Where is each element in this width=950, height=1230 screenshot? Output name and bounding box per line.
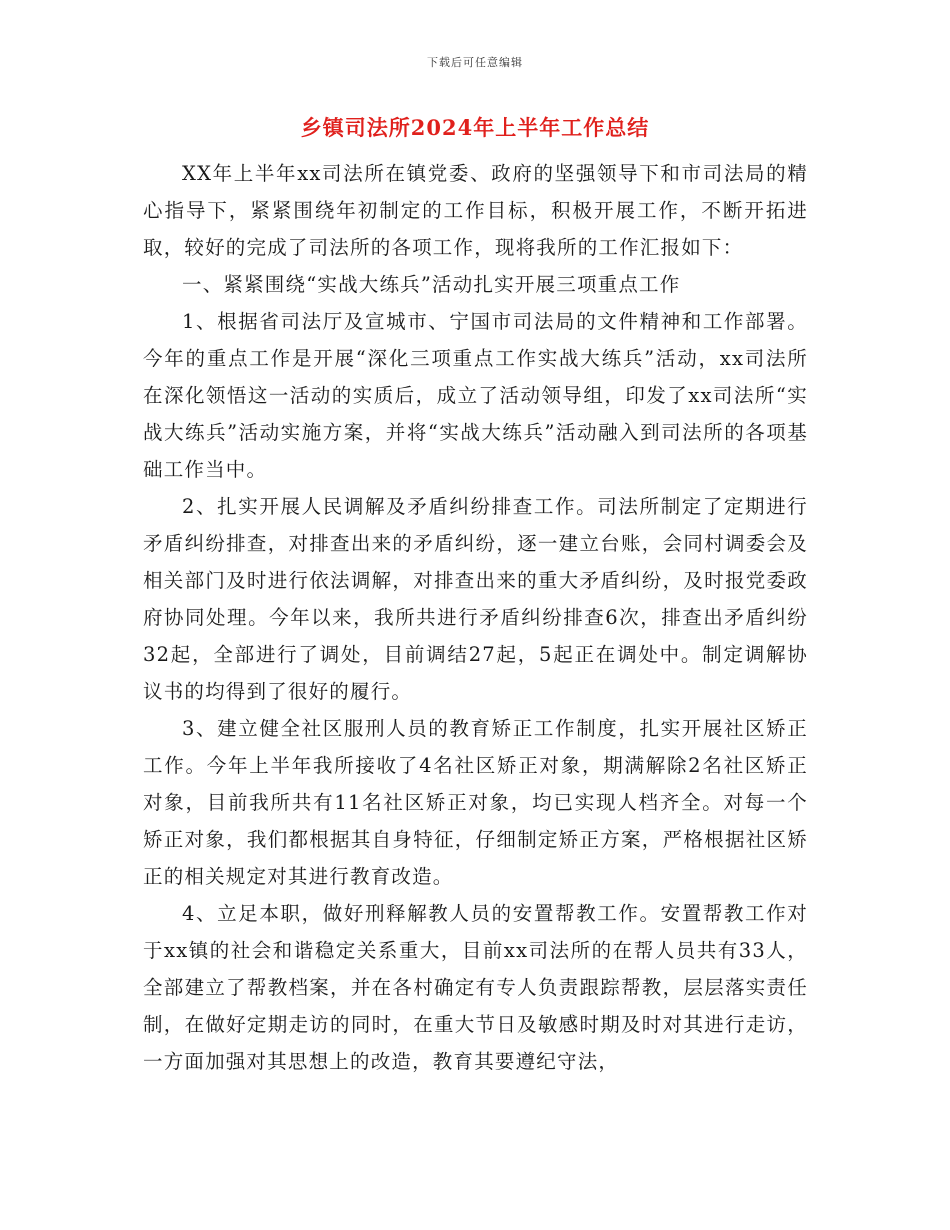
paragraph-item-2: 2、扎实开展人民调解及矛盾纠纷排查工作。司法所制定了定期进行矛盾纠纷排查，对排查出来的矛盾纠纷，逐一建立台账，会同村调委会及相关部门及时进行依法调解，对排查出来的重大矛盾纠纷，及时报党委政府协同处理。今年以来，我所共进行矛盾纠纷排查6次，排查出矛盾纠纷32起，全部进行了调处，目前调结27起，5起正在调处中。制定调解协议书的均得到了很好的履行。 bbox=[143, 495, 808, 703]
paragraph-item-4: 4、立足本职，做好刑释解教人员的安置帮教工作。安置帮教工作对于xx镇的社会和谐稳定关系重大，目前xx司法所的在帮人员共有33人，全部建立了帮教档案，并在各村确定有专人负责跟踪帮教，层层落实责任制，在做好定期走访的同时，在重大节日及敏感时期及时对其进行走访，一方面加强对其思想上的改造，教育其要遵纪守法， bbox=[143, 902, 808, 1073]
header-note: 下载后可任意编辑 bbox=[427, 56, 523, 69]
paragraph-item-3: 3、建立健全社区服刑人员的教育矫正工作制度，扎实开展社区矫正工作。今年上半年我所接收了4名社区矫正对象，期满解除2名社区矫正对象，目前我所共有11名社区矫正对象，均已实现人档齐全。对每一个矫正对象，我们都根据其自身特征，仔细制定矫正方案，严格根据社区矫正的相关规定对其进行教育改造。 bbox=[143, 717, 808, 888]
document-title: 乡镇司法所2024年上半年工作总结 bbox=[300, 115, 650, 140]
document-body bbox=[143, 155, 808, 1080]
section-heading-1: 一、紧紧围绕“实战大练兵”活动扎实开展三项重点工作 bbox=[182, 273, 681, 296]
paragraph-item-1: 1、根据省司法厅及宣城市、宁国市司法局的文件精神和工作部署。今年的重点工作是开展“深化三项重点工作实战大练兵”活动，xx司法所在深化领悟这一活动的实质后，成立了活动领导组，印发了xx司法所“实战大练兵”活动实施方案，并将“实战大练兵”活动融入到司法所的各项基础工作当中。 bbox=[143, 310, 808, 481]
paragraph-intro: XX年上半年xx司法所在镇党委、政府的坚强领导下和市司法局的精心指导下，紧紧围绕年初制定的工作目标，积极开展工作，不断开拓进取，较好的完成了司法所的各项工作，现将我所的工作汇报如下： bbox=[143, 162, 808, 259]
